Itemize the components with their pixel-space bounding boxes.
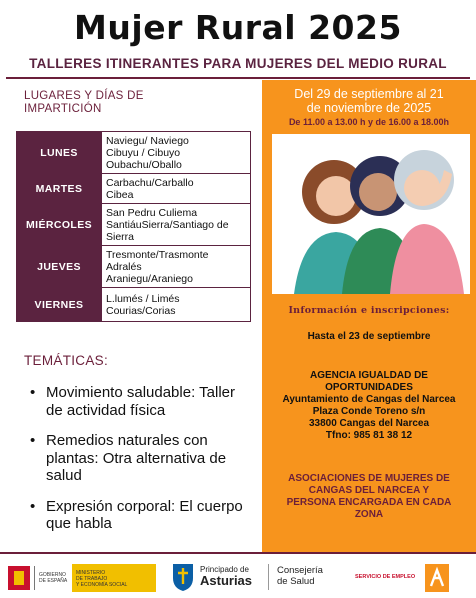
place: SantiáuSierra/Santiago de bbox=[106, 218, 229, 231]
agency-line: AGENCIA IGUALDAD DE bbox=[310, 370, 428, 381]
day-cell: MIÉRCOLES bbox=[17, 204, 102, 246]
top-divider bbox=[6, 77, 470, 79]
date-range bbox=[262, 87, 476, 115]
topics-heading: TEMÁTICAS: bbox=[24, 353, 109, 368]
associations-line: CANGAS DEL NARCEA Y bbox=[308, 485, 430, 496]
info-heading: Información e inscripciones: bbox=[288, 305, 450, 316]
place: Araniegu/Araniego bbox=[106, 272, 193, 285]
schedule-row-thursday bbox=[17, 246, 251, 288]
topic-text: Movimiento saludable: Taller de actividad física bbox=[46, 384, 235, 419]
agency-line: OPORTUNIDADES bbox=[325, 382, 413, 393]
logo-divider bbox=[268, 564, 269, 590]
women-illustration bbox=[272, 134, 470, 294]
date-line-1: Del 29 de septiembre al 21 bbox=[294, 87, 444, 101]
hours: De 11.00 a 13.00 h y de 16.00 a 18.00h bbox=[288, 117, 450, 127]
ministry-line: Y ECONOMÍA SOCIAL bbox=[76, 582, 128, 588]
schedule-table bbox=[16, 131, 251, 322]
topic-item bbox=[30, 498, 245, 533]
schedule-row-tuesday bbox=[17, 174, 251, 204]
bullet-icon: • bbox=[30, 497, 36, 515]
registration-deadline: Hasta el 23 de septiembre bbox=[307, 331, 431, 342]
agency-line: Plaza Conde Toreno s/n bbox=[312, 406, 426, 417]
poster-title: Mujer Rural 2025 bbox=[74, 8, 402, 47]
gov-label-line: DE ESPAÑA bbox=[39, 578, 68, 584]
place: Cibea bbox=[106, 188, 134, 201]
agency-phone: Tfno: 985 81 38 12 bbox=[325, 430, 413, 441]
place: Oubachu/Oballo bbox=[106, 158, 182, 171]
asturias-label-2: Asturias bbox=[200, 573, 253, 588]
place: Adralés bbox=[106, 260, 142, 273]
agency-line: Ayuntamiento de Cangas del Narcea bbox=[282, 394, 456, 405]
associations-line: PERSONA ENCARGADA EN CADA bbox=[286, 497, 452, 508]
associations-line: ZONA bbox=[354, 509, 384, 520]
agency-line: 33800 Cangas del Narcea bbox=[308, 418, 430, 429]
schedule-row-monday bbox=[17, 132, 251, 174]
gov-label bbox=[39, 572, 73, 584]
gobierno-espana-logo bbox=[8, 564, 158, 597]
schedule-row-wednesday bbox=[17, 204, 251, 246]
asturias-logo bbox=[170, 560, 253, 597]
places-cell bbox=[102, 204, 251, 246]
day-cell: MARTES bbox=[17, 174, 102, 204]
bullet-icon: • bbox=[30, 432, 36, 449]
day-cell: VIERNES bbox=[17, 288, 102, 322]
places-cell bbox=[102, 288, 251, 322]
asturias-label-1: Principado de bbox=[200, 565, 249, 574]
place: Carbachu/Carballo bbox=[106, 176, 194, 189]
place: Courias/Corias bbox=[106, 304, 176, 317]
place: Sierra bbox=[106, 230, 135, 243]
place: L.lumés / Limés bbox=[106, 292, 180, 305]
ministry-label bbox=[76, 570, 154, 588]
date-line-2: de noviembre de 2025 bbox=[306, 101, 432, 115]
consejeria-label bbox=[277, 565, 323, 587]
bottom-divider bbox=[0, 552, 476, 554]
schedule-heading-line-2: IMPARTICIÓN bbox=[24, 103, 102, 115]
schedule-heading-line-1: LUGARES Y DÍAS DE bbox=[24, 90, 144, 102]
place: Naviegu/ Naviego bbox=[106, 134, 189, 147]
associations-note bbox=[262, 473, 476, 521]
ministry-line: MINISTERIO bbox=[76, 570, 106, 576]
place: San Pedru Culiema bbox=[106, 206, 198, 219]
topic-text: Expresión corporal: El cuerpo que habla bbox=[46, 497, 243, 532]
topic-text: Remedios naturales con plantas: Otra alternativa de salud bbox=[46, 432, 227, 484]
day-cell: LUNES bbox=[17, 132, 102, 174]
topic-item bbox=[30, 432, 245, 485]
gov-label-line: GOBIERNO bbox=[39, 572, 66, 578]
places-cell bbox=[102, 174, 251, 204]
poster-subtitle: TALLERES ITINERANTES PARA MUJERES DEL MEDIO RURAL bbox=[29, 56, 447, 71]
day-cell: JUEVES bbox=[17, 246, 102, 288]
bullet-icon: • bbox=[30, 384, 36, 401]
asturias-shield-icon bbox=[170, 560, 196, 592]
schedule-row-friday bbox=[17, 288, 251, 322]
empleo-label: SERVICIO DE EMPLEO bbox=[355, 574, 416, 580]
sponsor-logos bbox=[0, 556, 476, 598]
places-cell bbox=[102, 246, 251, 288]
topics-list bbox=[30, 384, 245, 546]
place: Tresmonte/Trasmonte bbox=[106, 248, 209, 261]
place: Cibuyu / Cibuyo bbox=[106, 146, 181, 159]
consejeria-line: de Salud bbox=[277, 576, 315, 587]
places-cell bbox=[102, 132, 251, 174]
associations-line: ASOCIACIONES DE MUJERES DE bbox=[288, 473, 450, 484]
ministry-line: DE TRABAJO bbox=[76, 576, 108, 582]
empleo-icon bbox=[425, 564, 449, 592]
topic-item bbox=[30, 384, 245, 419]
agency-contact bbox=[262, 370, 476, 442]
schedule-heading bbox=[24, 90, 184, 116]
consejeria-line: Consejería bbox=[277, 565, 323, 576]
